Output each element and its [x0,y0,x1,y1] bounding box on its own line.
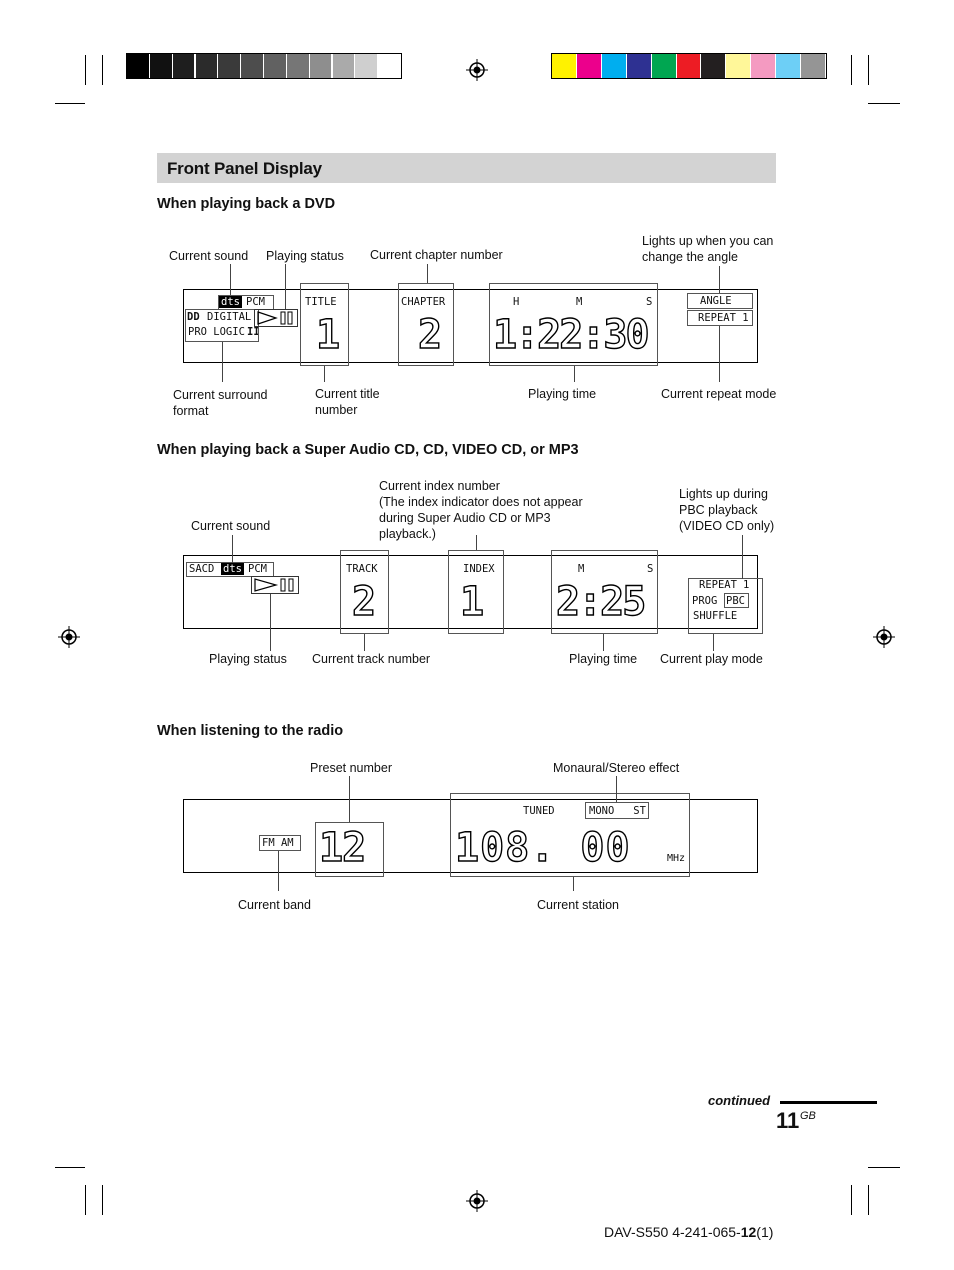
continued-rule [780,1101,877,1104]
crop-mark [868,1185,869,1215]
caption-title-line2: number [315,403,358,417]
cd-minute-indicator: M [578,563,585,575]
color-swatch [627,54,651,78]
tuned-indicator: TUNED [523,805,555,817]
color-swatch [652,54,676,78]
color-calibration-bar [551,53,827,79]
caption-index-line4: playback.) [379,527,436,541]
color-swatch [333,54,355,78]
continued-label: continued [708,1093,771,1108]
title-digit: 1 [316,312,341,358]
caption-band: Current band [238,898,311,912]
color-swatch [677,54,701,78]
cd-time-digits: 2:25 [556,579,645,625]
crop-mark [868,103,900,104]
caption-index-line1: Current index number [379,479,500,493]
caption-current-chapter: Current chapter number [370,248,503,262]
caption-preset: Preset number [310,761,392,775]
second-indicator: S [646,296,653,308]
leader-line [270,594,271,651]
dvd-dts-indicator: dts [221,296,240,308]
color-swatch [801,54,825,78]
title-indicator: TITLE [305,296,337,308]
chapter-indicator: CHAPTER [401,296,446,308]
shuffle-indicator: SHUFFLE [693,610,738,622]
cd-repeat-indicator: REPEAT [699,579,737,591]
mhz-indicator: MHz [667,853,686,864]
caption-dvd-playing-time: Playing time [528,387,597,401]
crop-mark [85,55,86,85]
color-swatch [127,54,149,78]
crop-mark [85,1185,86,1215]
caption-current-track: Current track number [312,652,431,666]
chapter-digit: 2 [418,312,443,358]
registration-target-icon [466,1190,488,1212]
page-number: 11 [776,1108,800,1133]
caption-mono-stereo: Monaural/Stereo effect [553,761,680,775]
dvd-time-digits: 1:22:30 [493,312,648,358]
section-title: Front Panel Display [167,159,322,178]
caption-cd-current-sound: Current sound [191,519,271,533]
caption-play-mode: Current play mode [660,652,763,666]
caption-angle-line1: Lights up when you can [642,234,774,248]
caption-cd-playing-time: Playing time [569,652,638,666]
leader-line [285,264,286,309]
registration-target-icon [873,626,895,648]
caption-current-sound: Current sound [169,249,249,263]
leader-line [713,634,714,651]
dvd-sound-box [218,295,274,310]
dvd-heading: When playing back a DVD [157,196,336,212]
prologic-ii-indicator: II [247,326,260,338]
leader-line [232,535,233,563]
caption-surround-line2: format [173,404,209,418]
color-swatch [150,54,172,78]
leader-line [230,264,231,295]
caption-pbc-line3: (VIDEO CD only) [679,519,775,533]
caption-index-line3: during Super Audio CD or MP3 [379,511,551,525]
cd-second-indicator: S [647,563,654,575]
play-pause-icon [251,576,299,594]
color-swatch [776,54,800,78]
repeat-indicator: REPEAT 1 [698,312,749,324]
crop-mark [55,1167,85,1168]
registration-target-icon [466,59,488,81]
crop-mark [102,55,103,85]
crop-mark [868,1167,900,1168]
color-swatch [196,54,218,78]
caption-title-line1: Current title [315,387,380,401]
crop-mark [868,55,869,85]
color-swatch [726,54,750,78]
caption-index-line2: (The index indicator does not appear [379,495,583,509]
caption-playing-status: Playing status [266,249,344,263]
caption-station: Current station [537,898,619,912]
color-swatch [378,54,400,78]
hour-indicator: H [513,296,520,308]
index-indicator: INDEX [463,563,495,575]
band-indicator: FM AM [262,837,294,849]
leader-line [574,366,575,382]
cd-heading: When playing back a Super Audio CD, CD, VIDEO CD, or MP3 [157,442,579,458]
index-digit: 1 [460,579,485,625]
cd-pcm-indicator: PCM [248,563,267,575]
pbc-indicator: PBC [726,595,745,607]
cd-repeat-num: 1 [743,579,750,591]
track-digit: 2 [352,579,377,625]
crop-mark [55,103,85,104]
caption-angle-line2: change the angle [642,250,738,264]
color-swatch [310,54,332,78]
color-swatch [241,54,263,78]
caption-pbc-line2: PBC playback [679,503,758,517]
caption-surround-line1: Current surround [173,388,268,402]
dvd-pcm-indicator: PCM [246,296,265,308]
color-swatch [218,54,240,78]
angle-indicator: ANGLE [700,295,732,307]
page-suffix: GB [800,1110,816,1122]
leader-line [349,776,350,822]
color-swatch [355,54,377,78]
radio-heading: When listening to the radio [157,723,344,739]
track-indicator: TRACK [346,563,378,575]
leader-line [573,877,574,891]
leader-line [719,266,720,293]
color-swatch [751,54,775,78]
color-swatch [701,54,725,78]
caption-pbc-line1: Lights up during [679,487,768,501]
leader-line [278,851,279,891]
leader-line [222,342,223,382]
leader-line [324,366,325,382]
dvd-surround-box [185,309,259,342]
digital-indicator: DIGITAL [207,311,252,323]
color-swatch [264,54,286,78]
leader-line [719,326,720,382]
frequency-digits: 108. 00 [455,825,631,871]
color-swatch [173,54,195,78]
leader-line [476,535,477,550]
color-swatch [577,54,601,78]
leader-line [427,264,428,283]
prologic-indicator: PRO LOGIC [188,326,245,338]
minute-indicator: M [576,296,583,308]
leader-line [603,634,604,651]
leader-line [364,634,365,651]
color-swatch [287,54,309,78]
model-code: DAV-S550 4-241-065-12(1) [604,1224,774,1240]
caption-cd-playing-status: Playing status [209,652,287,666]
color-swatch [602,54,626,78]
grayscale-calibration-bar [126,53,402,79]
preset-digits: 12 [319,825,366,871]
leader-line [616,776,617,802]
sacd-indicator: SACD [189,563,215,575]
prog-indicator: PROG [692,595,718,607]
caption-repeat-mode: Current repeat mode [661,387,777,401]
mono-st-indicator: MONO ST [589,805,646,817]
leader-line [742,535,743,579]
registration-target-icon [58,626,80,648]
crop-mark [851,55,852,85]
dolby-logo: DD [187,311,200,323]
cd-dts-indicator: dts [223,563,242,575]
play-pause-icon [254,309,298,327]
color-swatch [552,54,576,78]
crop-mark [851,1185,852,1215]
crop-mark [102,1185,103,1215]
